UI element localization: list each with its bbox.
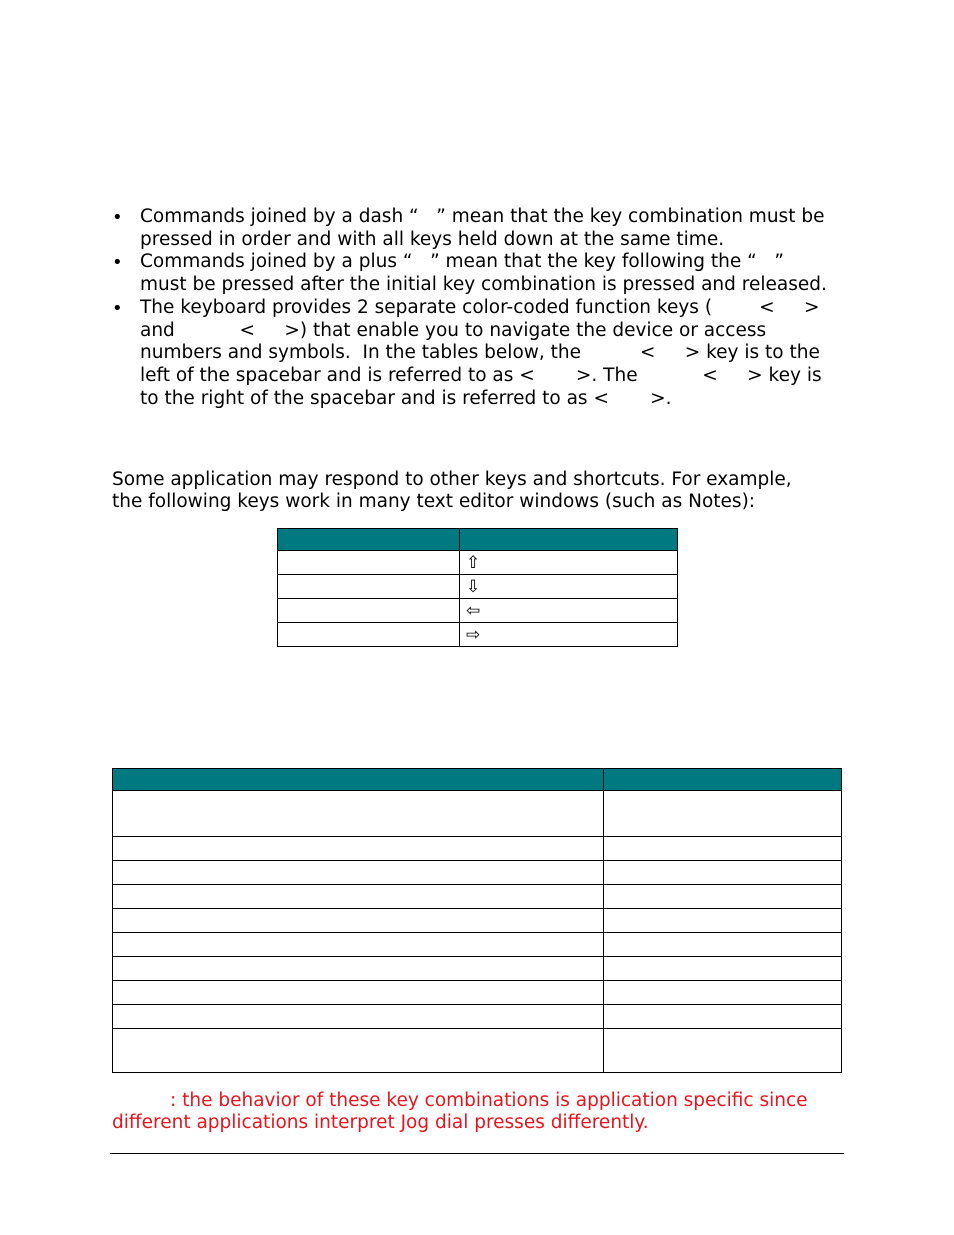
table-row	[278, 575, 678, 599]
table-cell	[278, 551, 460, 575]
table-header-row	[278, 529, 678, 551]
table-cell	[113, 957, 604, 981]
table-row	[113, 861, 842, 885]
bullet-2-line-1: Commands joined by a plus “ ” mean that the key following the “ ”	[140, 251, 784, 272]
table-cell	[604, 885, 842, 909]
table-row	[113, 933, 842, 957]
table-cell	[460, 575, 678, 599]
table-cell	[113, 981, 604, 1005]
editor-keys-table	[277, 528, 678, 647]
table-cell	[604, 837, 842, 861]
table-cell	[278, 575, 460, 599]
table-cell	[460, 551, 678, 575]
table-cell	[604, 1029, 842, 1073]
footer-divider	[110, 1153, 844, 1154]
table-cell	[604, 981, 842, 1005]
table-row	[113, 1005, 842, 1029]
intro-line-1: Some application may respond to other keys and shortcuts. For example,	[112, 469, 792, 490]
table-cell	[604, 1005, 842, 1029]
table-cell	[604, 957, 842, 981]
table-cell	[604, 861, 842, 885]
key-combination-table	[112, 768, 842, 1073]
bullet-marker: •	[112, 252, 123, 273]
table-row	[278, 551, 678, 575]
bullet-3-line-4: left of the spacebar and is referred to as < >. The < > key is	[140, 365, 822, 386]
bullet-1-line-2: pressed in order and with all keys held down at the same time.	[140, 229, 725, 250]
table-header-cell	[278, 529, 460, 551]
bullet-3-line-5: to the right of the spacebar and is referred to as < >.	[140, 388, 672, 409]
table-cell	[604, 933, 842, 957]
table-cell	[113, 933, 604, 957]
table-header-cell	[113, 769, 604, 791]
table-row	[113, 885, 842, 909]
table-cell	[278, 599, 460, 623]
bullet-3-line-1: The keyboard provides 2 separate color-coded function keys ( < >	[140, 297, 820, 318]
table-cell	[460, 599, 678, 623]
bullet-3-line-3: numbers and symbols. In the tables below, the < > key is to the	[140, 342, 820, 363]
arrow-left-icon: ⇦	[466, 601, 481, 621]
table-cell	[113, 1029, 604, 1073]
table-cell	[113, 885, 604, 909]
table-cell	[604, 909, 842, 933]
bullet-2-line-2: must be pressed after the initial key combination is pressed and released.	[140, 274, 827, 295]
table-cell	[113, 861, 604, 885]
table-row	[113, 1029, 842, 1073]
table-cell	[278, 623, 460, 647]
table-row	[113, 957, 842, 981]
table-cell	[113, 1005, 604, 1029]
table-row	[278, 599, 678, 623]
arrow-up-icon: ⇧	[466, 553, 481, 573]
arrow-down-icon: ⇩	[466, 577, 481, 597]
intro-line-2: the following keys work in many text editor windows (such as Notes):	[112, 491, 756, 512]
table-row	[113, 791, 842, 837]
table-row	[278, 623, 678, 647]
bullet-marker: •	[112, 207, 123, 228]
bullet-3-line-2: and < >) that enable you to navigate the device or access	[140, 320, 767, 341]
bullet-1-line-1: Commands joined by a dash “ ” mean that the key combination must be	[140, 206, 825, 227]
table-header-row	[113, 769, 842, 791]
arrow-right-icon: ⇨	[466, 625, 481, 645]
table-cell	[460, 623, 678, 647]
table-cell	[113, 791, 604, 837]
table-cell	[113, 837, 604, 861]
note-line-1: : the behavior of these key combinations is application specific since	[170, 1090, 808, 1111]
table-row	[113, 837, 842, 861]
bullet-marker: •	[112, 298, 123, 319]
note-line-2: different applications interpret Jog dial presses differently.	[112, 1112, 649, 1133]
table-row	[113, 981, 842, 1005]
table-header-cell	[460, 529, 678, 551]
table-row	[113, 909, 842, 933]
table-header-cell	[604, 769, 842, 791]
table-cell	[113, 909, 604, 933]
table-cell	[604, 791, 842, 837]
